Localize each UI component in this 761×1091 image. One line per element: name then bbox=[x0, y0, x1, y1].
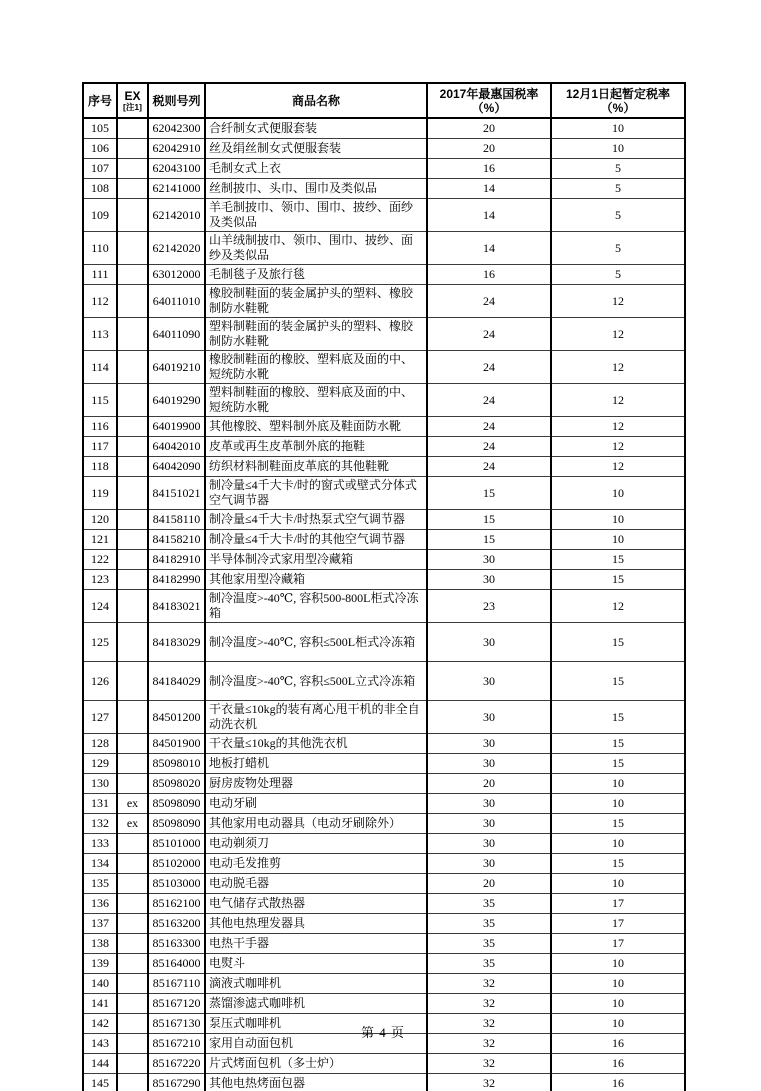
mfn-rate-cell: 15 bbox=[427, 530, 551, 550]
interim-rate-cell: 10 bbox=[551, 510, 685, 530]
table-row bbox=[83, 794, 685, 814]
seq-cell: 122 bbox=[83, 550, 117, 570]
seq-cell: 123 bbox=[83, 570, 117, 590]
product-name-cell: 电动脱毛器 bbox=[205, 874, 427, 894]
interim-rate-cell: 12 bbox=[551, 384, 685, 417]
interim-rate-cell: 10 bbox=[551, 794, 685, 814]
interim-rate-cell: 17 bbox=[551, 934, 685, 954]
product-name-cell: 其他家用型冷藏箱 bbox=[205, 570, 427, 590]
code-cell: 84183029 bbox=[148, 623, 205, 662]
product-name-cell: 家用自动面包机 bbox=[205, 1034, 427, 1054]
seq-cell: 129 bbox=[83, 754, 117, 774]
code-cell: 85098010 bbox=[148, 754, 205, 774]
interim-rate-cell: 16 bbox=[551, 1034, 685, 1054]
ex-cell bbox=[117, 457, 148, 477]
seq-cell: 107 bbox=[83, 159, 117, 179]
code-cell: 84182990 bbox=[148, 570, 205, 590]
ex-cell bbox=[117, 118, 148, 139]
ex-cell bbox=[117, 874, 148, 894]
mfn-rate-cell: 24 bbox=[427, 351, 551, 384]
product-name-cell: 山羊绒制披巾、领巾、围巾、披纱、面纱及类似品 bbox=[205, 232, 427, 265]
ex-cell bbox=[117, 774, 148, 794]
seq-cell: 137 bbox=[83, 914, 117, 934]
interim-rate-cell: 15 bbox=[551, 734, 685, 754]
product-name-cell: 干衣量≤10kg的其他洗衣机 bbox=[205, 734, 427, 754]
mfn-rate-cell: 20 bbox=[427, 139, 551, 159]
header-interim-title: 12月1日起暂定税率 bbox=[565, 86, 671, 101]
seq-cell: 112 bbox=[83, 285, 117, 318]
code-cell: 85167130 bbox=[148, 1014, 205, 1034]
interim-rate-cell: 10 bbox=[551, 477, 685, 510]
mfn-rate-cell: 14 bbox=[427, 179, 551, 199]
mfn-rate-cell: 35 bbox=[427, 934, 551, 954]
seq-cell: 117 bbox=[83, 437, 117, 457]
ex-cell: ex bbox=[117, 814, 148, 834]
code-cell: 85163200 bbox=[148, 914, 205, 934]
seq-cell: 105 bbox=[83, 118, 117, 139]
code-cell: 85167290 bbox=[148, 1074, 205, 1091]
interim-rate-cell: 5 bbox=[551, 232, 685, 265]
product-name-cell: 厨房废物处理器 bbox=[205, 774, 427, 794]
seq-cell: 127 bbox=[83, 701, 117, 734]
table-row bbox=[83, 384, 685, 417]
seq-cell: 111 bbox=[83, 265, 117, 285]
code-cell: 62043100 bbox=[148, 159, 205, 179]
product-name-cell: 制冷量≤4千大卡/时的其他空气调节器 bbox=[205, 530, 427, 550]
code-cell: 85163300 bbox=[148, 934, 205, 954]
ex-cell bbox=[117, 139, 148, 159]
interim-rate-cell: 15 bbox=[551, 854, 685, 874]
header-ex-note: [注1] bbox=[123, 102, 142, 112]
ex-cell bbox=[117, 894, 148, 914]
tariff-table bbox=[82, 82, 686, 1091]
mfn-rate-cell: 30 bbox=[427, 854, 551, 874]
mfn-rate-cell: 35 bbox=[427, 954, 551, 974]
product-name-cell: 地板打蜡机 bbox=[205, 754, 427, 774]
interim-rate-cell: 10 bbox=[551, 974, 685, 994]
ex-cell bbox=[117, 734, 148, 754]
code-cell: 84158210 bbox=[148, 530, 205, 550]
ex-cell bbox=[117, 437, 148, 457]
mfn-rate-cell: 32 bbox=[427, 994, 551, 1014]
seq-cell: 116 bbox=[83, 417, 117, 437]
interim-rate-cell: 15 bbox=[551, 623, 685, 662]
seq-cell: 138 bbox=[83, 934, 117, 954]
mfn-rate-cell: 30 bbox=[427, 754, 551, 774]
code-cell: 84158110 bbox=[148, 510, 205, 530]
product-name-cell: 毛制毯子及旅行毯 bbox=[205, 265, 427, 285]
seq-cell: 142 bbox=[83, 1014, 117, 1034]
code-cell: 64019900 bbox=[148, 417, 205, 437]
mfn-rate-cell: 32 bbox=[427, 1014, 551, 1034]
seq-cell: 140 bbox=[83, 974, 117, 994]
code-cell: 85167210 bbox=[148, 1034, 205, 1054]
product-name-cell: 干衣量≤10kg的装有离心甩干机的非全自动洗衣机 bbox=[205, 701, 427, 734]
ex-cell bbox=[117, 1054, 148, 1074]
product-name-cell: 泵压式咖啡机 bbox=[205, 1014, 427, 1034]
seq-cell: 109 bbox=[83, 199, 117, 232]
seq-cell: 143 bbox=[83, 1034, 117, 1054]
mfn-rate-cell: 30 bbox=[427, 834, 551, 854]
mfn-rate-cell: 30 bbox=[427, 734, 551, 754]
product-name-cell: 丝制披巾、头巾、围巾及类似品 bbox=[205, 179, 427, 199]
interim-rate-cell: 12 bbox=[551, 417, 685, 437]
seq-cell: 132 bbox=[83, 814, 117, 834]
ex-cell bbox=[117, 384, 148, 417]
product-name-cell: 制冷温度>-40℃, 容积500-800L柜式冷冻箱 bbox=[205, 590, 427, 623]
mfn-rate-cell: 30 bbox=[427, 570, 551, 590]
ex-cell bbox=[117, 318, 148, 351]
code-cell: 84182910 bbox=[148, 550, 205, 570]
interim-rate-cell: 12 bbox=[551, 437, 685, 457]
code-cell: 85103000 bbox=[148, 874, 205, 894]
mfn-rate-cell: 24 bbox=[427, 417, 551, 437]
interim-rate-cell: 15 bbox=[551, 754, 685, 774]
product-name-cell: 滴液式咖啡机 bbox=[205, 974, 427, 994]
seq-cell: 128 bbox=[83, 734, 117, 754]
mfn-rate-cell: 14 bbox=[427, 232, 551, 265]
product-name-cell: 纺织材料制鞋面皮革底的其他鞋靴 bbox=[205, 457, 427, 477]
header-ex bbox=[117, 83, 148, 118]
product-name-cell: 其他电热烤面包器 bbox=[205, 1074, 427, 1091]
mfn-rate-cell: 16 bbox=[427, 159, 551, 179]
ex-cell bbox=[117, 550, 148, 570]
product-name-cell: 丝及绢丝制女式便服套装 bbox=[205, 139, 427, 159]
code-cell: 85167120 bbox=[148, 994, 205, 1014]
header-code: 税则号列 bbox=[148, 83, 205, 118]
interim-rate-cell: 12 bbox=[551, 590, 685, 623]
ex-cell bbox=[117, 934, 148, 954]
table-row bbox=[83, 457, 685, 477]
table-row bbox=[83, 1054, 685, 1074]
table-row bbox=[83, 179, 685, 199]
table-row bbox=[83, 754, 685, 774]
seq-cell: 144 bbox=[83, 1054, 117, 1074]
seq-cell: 121 bbox=[83, 530, 117, 550]
product-name-cell: 塑料制鞋面的装金属护头的塑料、橡胶制防水鞋靴 bbox=[205, 318, 427, 351]
mfn-rate-cell: 24 bbox=[427, 457, 551, 477]
code-cell: 62042300 bbox=[148, 118, 205, 139]
ex-cell bbox=[117, 351, 148, 384]
table-row bbox=[83, 734, 685, 754]
seq-cell: 115 bbox=[83, 384, 117, 417]
mfn-rate-cell: 30 bbox=[427, 623, 551, 662]
interim-rate-cell: 12 bbox=[551, 285, 685, 318]
ex-cell bbox=[117, 954, 148, 974]
table-row bbox=[83, 417, 685, 437]
product-name-cell: 电气储存式散热器 bbox=[205, 894, 427, 914]
seq-cell: 106 bbox=[83, 139, 117, 159]
code-cell: 85101000 bbox=[148, 834, 205, 854]
ex-cell bbox=[117, 159, 148, 179]
table-row bbox=[83, 854, 685, 874]
mfn-rate-cell: 32 bbox=[427, 1054, 551, 1074]
table-row bbox=[83, 265, 685, 285]
table-row bbox=[83, 934, 685, 954]
table-row bbox=[83, 994, 685, 1014]
seq-cell: 139 bbox=[83, 954, 117, 974]
seq-cell: 141 bbox=[83, 994, 117, 1014]
ex-cell bbox=[117, 701, 148, 734]
table-row bbox=[83, 351, 685, 384]
seq-cell: 133 bbox=[83, 834, 117, 854]
ex-cell bbox=[117, 834, 148, 854]
interim-rate-cell: 10 bbox=[551, 834, 685, 854]
code-cell: 84501900 bbox=[148, 734, 205, 754]
product-name-cell: 电动牙刷 bbox=[205, 794, 427, 814]
interim-rate-cell: 12 bbox=[551, 318, 685, 351]
product-name-cell: 半导体制冷式家用型冷藏箱 bbox=[205, 550, 427, 570]
table-row bbox=[83, 437, 685, 457]
product-name-cell: 制冷量≤4千大卡/时热泵式空气调节器 bbox=[205, 510, 427, 530]
table-row bbox=[83, 510, 685, 530]
ex-cell bbox=[117, 417, 148, 437]
ex-cell bbox=[117, 570, 148, 590]
product-name-cell: 电动毛发推剪 bbox=[205, 854, 427, 874]
code-cell: 62142010 bbox=[148, 199, 205, 232]
ex-cell bbox=[117, 590, 148, 623]
ex-cell bbox=[117, 179, 148, 199]
ex-cell: ex bbox=[117, 794, 148, 814]
code-cell: 84151021 bbox=[148, 477, 205, 510]
mfn-rate-cell: 20 bbox=[427, 874, 551, 894]
product-name-cell: 其他电热理发器具 bbox=[205, 914, 427, 934]
code-cell: 64042010 bbox=[148, 437, 205, 457]
mfn-rate-cell: 35 bbox=[427, 894, 551, 914]
seq-cell: 110 bbox=[83, 232, 117, 265]
table-row bbox=[83, 139, 685, 159]
header-interim bbox=[551, 83, 685, 118]
interim-rate-cell: 15 bbox=[551, 570, 685, 590]
interim-rate-cell: 15 bbox=[551, 814, 685, 834]
header-seq: 序号 bbox=[83, 83, 117, 118]
seq-cell: 108 bbox=[83, 179, 117, 199]
seq-cell: 124 bbox=[83, 590, 117, 623]
code-cell: 64019290 bbox=[148, 384, 205, 417]
mfn-rate-cell: 24 bbox=[427, 384, 551, 417]
table-row bbox=[83, 550, 685, 570]
product-name-cell: 橡胶制鞋面的装金属护头的塑料、橡胶制防水鞋靴 bbox=[205, 285, 427, 318]
interim-rate-cell: 17 bbox=[551, 894, 685, 914]
header-mfn-unit: （%） bbox=[471, 100, 507, 115]
mfn-rate-cell: 30 bbox=[427, 794, 551, 814]
code-cell: 64042090 bbox=[148, 457, 205, 477]
product-name-cell: 片式烤面包机（多士炉） bbox=[205, 1054, 427, 1074]
product-name-cell: 塑料制鞋面的橡胶、塑料底及面的中、短统防水靴 bbox=[205, 384, 427, 417]
code-cell: 85098020 bbox=[148, 774, 205, 794]
mfn-rate-cell: 30 bbox=[427, 550, 551, 570]
code-cell: 85167110 bbox=[148, 974, 205, 994]
interim-rate-cell: 10 bbox=[551, 139, 685, 159]
ex-cell bbox=[117, 285, 148, 318]
ex-cell bbox=[117, 1074, 148, 1091]
table-row bbox=[83, 623, 685, 662]
ex-cell bbox=[117, 754, 148, 774]
table-row bbox=[83, 232, 685, 265]
code-cell: 85162100 bbox=[148, 894, 205, 914]
table-row bbox=[83, 1074, 685, 1091]
mfn-rate-cell: 20 bbox=[427, 118, 551, 139]
page-number: 第 4 页 bbox=[360, 1025, 405, 1040]
code-cell: 85098090 bbox=[148, 794, 205, 814]
mfn-rate-cell: 23 bbox=[427, 590, 551, 623]
code-cell: 84501200 bbox=[148, 701, 205, 734]
code-cell: 85102000 bbox=[148, 854, 205, 874]
ex-cell bbox=[117, 265, 148, 285]
code-cell: 62142020 bbox=[148, 232, 205, 265]
ex-cell bbox=[117, 199, 148, 232]
product-name-cell: 毛制女式上衣 bbox=[205, 159, 427, 179]
interim-rate-cell: 15 bbox=[551, 701, 685, 734]
header-interim-unit: （%） bbox=[600, 100, 636, 115]
product-name-cell: 羊毛制披巾、领巾、围巾、披纱、面纱及类似品 bbox=[205, 199, 427, 232]
interim-rate-cell: 17 bbox=[551, 914, 685, 934]
ex-cell bbox=[117, 974, 148, 994]
interim-rate-cell: 5 bbox=[551, 159, 685, 179]
product-name-cell: 其他家用电动器具（电动牙刷除外） bbox=[205, 814, 427, 834]
mfn-rate-cell: 16 bbox=[427, 265, 551, 285]
interim-rate-cell: 10 bbox=[551, 954, 685, 974]
table-row bbox=[83, 285, 685, 318]
code-cell: 64011090 bbox=[148, 318, 205, 351]
mfn-rate-cell: 32 bbox=[427, 1074, 551, 1091]
code-cell: 63012000 bbox=[148, 265, 205, 285]
table-row bbox=[83, 774, 685, 794]
seq-cell: 126 bbox=[83, 662, 117, 701]
product-name-cell: 制冷温度>-40℃, 容积≤500L立式冷冻箱 bbox=[205, 662, 427, 701]
product-name-cell: 电熨斗 bbox=[205, 954, 427, 974]
seq-cell: 120 bbox=[83, 510, 117, 530]
table-row bbox=[83, 318, 685, 351]
code-cell: 62042910 bbox=[148, 139, 205, 159]
table-row bbox=[83, 701, 685, 734]
table-row bbox=[83, 974, 685, 994]
table-row bbox=[83, 570, 685, 590]
mfn-rate-cell: 32 bbox=[427, 1034, 551, 1054]
product-name-cell: 橡胶制鞋面的橡胶、塑料底及面的中、短统防水靴 bbox=[205, 351, 427, 384]
interim-rate-cell: 10 bbox=[551, 530, 685, 550]
table-row bbox=[83, 954, 685, 974]
header-ex-label: EX bbox=[124, 89, 141, 103]
seq-cell: 135 bbox=[83, 874, 117, 894]
product-name-cell: 皮革或再生皮革制外底的拖鞋 bbox=[205, 437, 427, 457]
interim-rate-cell: 12 bbox=[551, 351, 685, 384]
seq-cell: 114 bbox=[83, 351, 117, 384]
ex-cell bbox=[117, 662, 148, 701]
ex-cell bbox=[117, 914, 148, 934]
mfn-rate-cell: 24 bbox=[427, 437, 551, 457]
header-name: 商品名称 bbox=[205, 83, 427, 118]
mfn-rate-cell: 24 bbox=[427, 318, 551, 351]
mfn-rate-cell: 15 bbox=[427, 510, 551, 530]
interim-rate-cell: 10 bbox=[551, 1014, 685, 1034]
table-row bbox=[83, 118, 685, 139]
table-row bbox=[83, 874, 685, 894]
interim-rate-cell: 5 bbox=[551, 179, 685, 199]
seq-cell: 113 bbox=[83, 318, 117, 351]
product-name-cell: 蒸馏渗滤式咖啡机 bbox=[205, 994, 427, 1014]
product-name-cell: 其他橡胶、塑料制外底及鞋面防水靴 bbox=[205, 417, 427, 437]
mfn-rate-cell: 32 bbox=[427, 974, 551, 994]
header-row bbox=[83, 83, 685, 118]
mfn-rate-cell: 14 bbox=[427, 199, 551, 232]
product-name-cell: 合纤制女式便服套装 bbox=[205, 118, 427, 139]
table-row bbox=[83, 477, 685, 510]
interim-rate-cell: 16 bbox=[551, 1054, 685, 1074]
ex-cell bbox=[117, 477, 148, 510]
interim-rate-cell: 16 bbox=[551, 1074, 685, 1091]
table-row bbox=[83, 530, 685, 550]
ex-cell bbox=[117, 623, 148, 662]
ex-cell bbox=[117, 994, 148, 1014]
interim-rate-cell: 15 bbox=[551, 550, 685, 570]
table-row bbox=[83, 894, 685, 914]
seq-cell: 136 bbox=[83, 894, 117, 914]
interim-rate-cell: 5 bbox=[551, 199, 685, 232]
mfn-rate-cell: 20 bbox=[427, 774, 551, 794]
interim-rate-cell: 10 bbox=[551, 874, 685, 894]
code-cell: 84184029 bbox=[148, 662, 205, 701]
product-name-cell: 电动剃须刀 bbox=[205, 834, 427, 854]
seq-cell: 145 bbox=[83, 1074, 117, 1091]
seq-cell: 130 bbox=[83, 774, 117, 794]
header-mfn-title: 2017年最惠国税率 bbox=[439, 86, 539, 101]
seq-cell: 131 bbox=[83, 794, 117, 814]
mfn-rate-cell: 30 bbox=[427, 701, 551, 734]
mfn-rate-cell: 15 bbox=[427, 477, 551, 510]
product-name-cell: 制冷量≤4千大卡/时的窗式或壁式分体式空气调节器 bbox=[205, 477, 427, 510]
code-cell: 64011010 bbox=[148, 285, 205, 318]
product-name-cell: 制冷温度>-40℃, 容积≤500L柜式冷冻箱 bbox=[205, 623, 427, 662]
interim-rate-cell: 10 bbox=[551, 774, 685, 794]
ex-cell bbox=[117, 232, 148, 265]
seq-cell: 134 bbox=[83, 854, 117, 874]
table-row bbox=[83, 834, 685, 854]
mfn-rate-cell: 30 bbox=[427, 814, 551, 834]
table-row bbox=[83, 590, 685, 623]
table-row bbox=[83, 814, 685, 834]
interim-rate-cell: 10 bbox=[551, 994, 685, 1014]
code-cell: 85164000 bbox=[148, 954, 205, 974]
interim-rate-cell: 12 bbox=[551, 457, 685, 477]
seq-cell: 125 bbox=[83, 623, 117, 662]
table-row bbox=[83, 199, 685, 232]
code-cell: 85098090 bbox=[148, 814, 205, 834]
code-cell: 64019210 bbox=[148, 351, 205, 384]
table-row bbox=[83, 159, 685, 179]
mfn-rate-cell: 35 bbox=[427, 914, 551, 934]
code-cell: 62141000 bbox=[148, 179, 205, 199]
seq-cell: 118 bbox=[83, 457, 117, 477]
table-row bbox=[83, 914, 685, 934]
ex-cell bbox=[117, 510, 148, 530]
ex-cell bbox=[117, 854, 148, 874]
code-cell: 84183021 bbox=[148, 590, 205, 623]
mfn-rate-cell: 30 bbox=[427, 662, 551, 701]
ex-cell bbox=[117, 530, 148, 550]
seq-cell: 119 bbox=[83, 477, 117, 510]
table-row bbox=[83, 662, 685, 701]
product-name-cell: 电热干手器 bbox=[205, 934, 427, 954]
interim-rate-cell: 5 bbox=[551, 265, 685, 285]
header-mfn bbox=[427, 83, 551, 118]
code-cell: 85167220 bbox=[148, 1054, 205, 1074]
interim-rate-cell: 10 bbox=[551, 118, 685, 139]
interim-rate-cell: 15 bbox=[551, 662, 685, 701]
mfn-rate-cell: 24 bbox=[427, 285, 551, 318]
